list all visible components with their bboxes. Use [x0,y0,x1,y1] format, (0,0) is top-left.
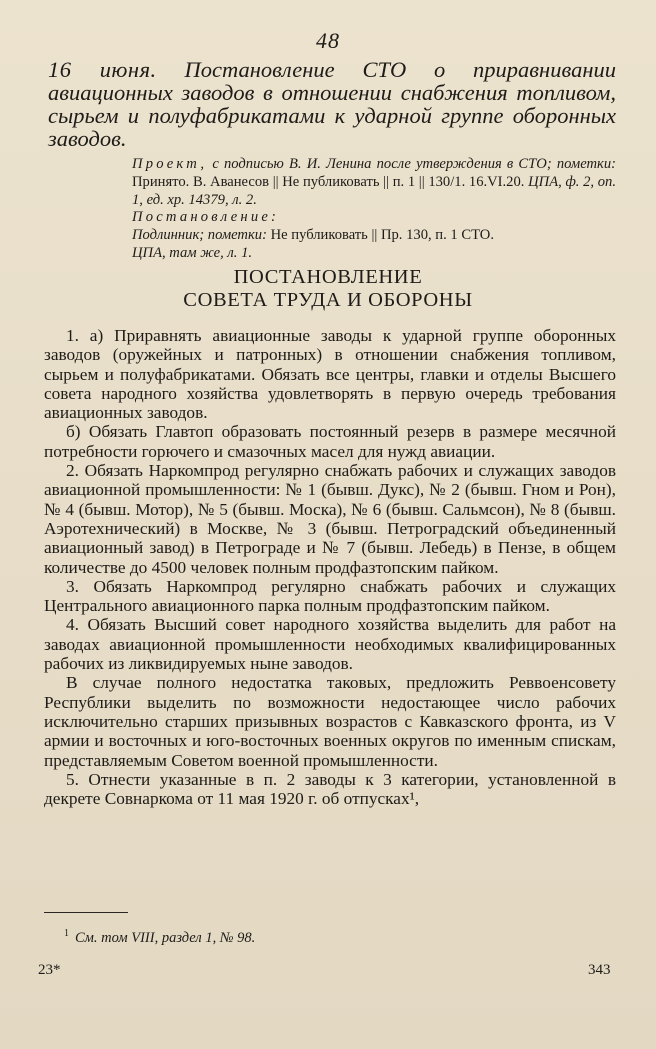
act-title-line-2: СОВЕТА ТРУДА И ОБОРОНЫ [183,288,473,311]
page-number-top: 48 [316,28,340,53]
footnote-marker: 1 [64,928,69,939]
paragraph-5: 5. Отнести указанные в п. 2 заводы к 3 категории, установленной в декрете Совнаркома от 11 мая 1920 г. об отпусках¹, [44,769,616,809]
draft-label: Проект, [132,156,208,172]
paragraph-4-cont: В случае полного недостатка таковых, предложить Реввоенсовету Республики выделить по возможности недостающее число рабочих исключительно старших призывных возрастов с Кавказского фронта, из V армии и восточных и юго-восточных военных округов по именным спискам, представляемым Советом военной промышленности. [44,673,616,770]
document-title: Постановление СТО о приравнивании авиационных заводов в отношении снабжения топливом, сырьем и полуфабрикатами к ударной группе оборонных заводов. [48,57,616,151]
paragraph-4: 4. Обязать Высший совет народного хозяйства выделить для работ на заводах авиационной промышленности необходимых квалифицированных рабочих из ликвидируемых ныне заводов. [44,615,616,674]
archival-line-original [132,227,616,245]
page-number-bottom: 343 [588,962,611,978]
document-date: 16 июня. [48,57,157,82]
original-archive-ref: ЦПА, там же, л. 1. [132,244,253,261]
act-title-line-1: ПОСТАНОВЛЕНИЕ [233,266,423,288]
resolution-label: Постановление: [132,209,280,226]
archival-line-resolution [132,209,616,227]
archival-line-ref [132,245,616,263]
paragraph-3: 3. Обязать Наркомпрод регулярно снабжать рабочих и служащих Центрального авиационного парка полным продфазтопским пайком. [44,576,616,616]
draft-archive-ref: ЦПА, ф. 2, оп. 1, ед. хр. 14379, л. 2. [132,173,616,208]
footnote [64,928,255,947]
act-title [0,266,656,311]
original-marks: Не публиковать || Пр. 130, п. 1 СТО. [270,227,494,244]
draft-marks: Принято. В. Аванесов || Не публиковать || п. 1 || 130/1. 16.VI.20. [132,173,525,190]
document-heading [48,58,616,150]
paragraph-2: 2. Обязать Наркомпрод регулярно снабжать рабочих и служащих заводов авиационной промышленности: № 1 (бывш. Дукс), № 2 (бывш. Гном и Рон), № 4 (бывш. Мотор), № 5 (бывш. Моска), № 6 (бывш. Сальмсон), № 8 (бывш. Аэротехнический) в Москве, № 3 (бывш. Петроградский объединенный авиационный завод) в Петрограде и № 7 (бывш. Лебедь) в Пензе, в общем количестве до 4500 человек полным продфазтопским пайком. [44,461,616,577]
original-desc: Подлинник; пометки: [132,227,267,244]
archival-note [132,156,616,263]
footnote-divider [44,912,128,913]
signature-mark: 23* [38,962,61,978]
paragraph-1a: 1. а) Приравнять авиационные заводы к ударной группе оборонных заводов (оружейных и патронных) в отношении снабжения топливом, сырьем и полуфабрикатами. Обязать все центры, главки и отделы Высшего совета народного хозяйства удовлетворять в первую очередь требования авиационных заводов. [44,326,616,423]
draft-desc: с подписью В. И. Ленина после утверждения в СТО; пометки: [212,156,616,172]
archival-line-draft [132,156,616,209]
paragraph-1b: б) Обязать Главтоп образовать постоянный резерв в размере месячной потребности горючего и смазочных масел для нужд авиации. [44,422,616,461]
resolution-body [44,326,616,808]
footnote-text: См. том VIII, раздел 1, № 98. [75,929,256,946]
